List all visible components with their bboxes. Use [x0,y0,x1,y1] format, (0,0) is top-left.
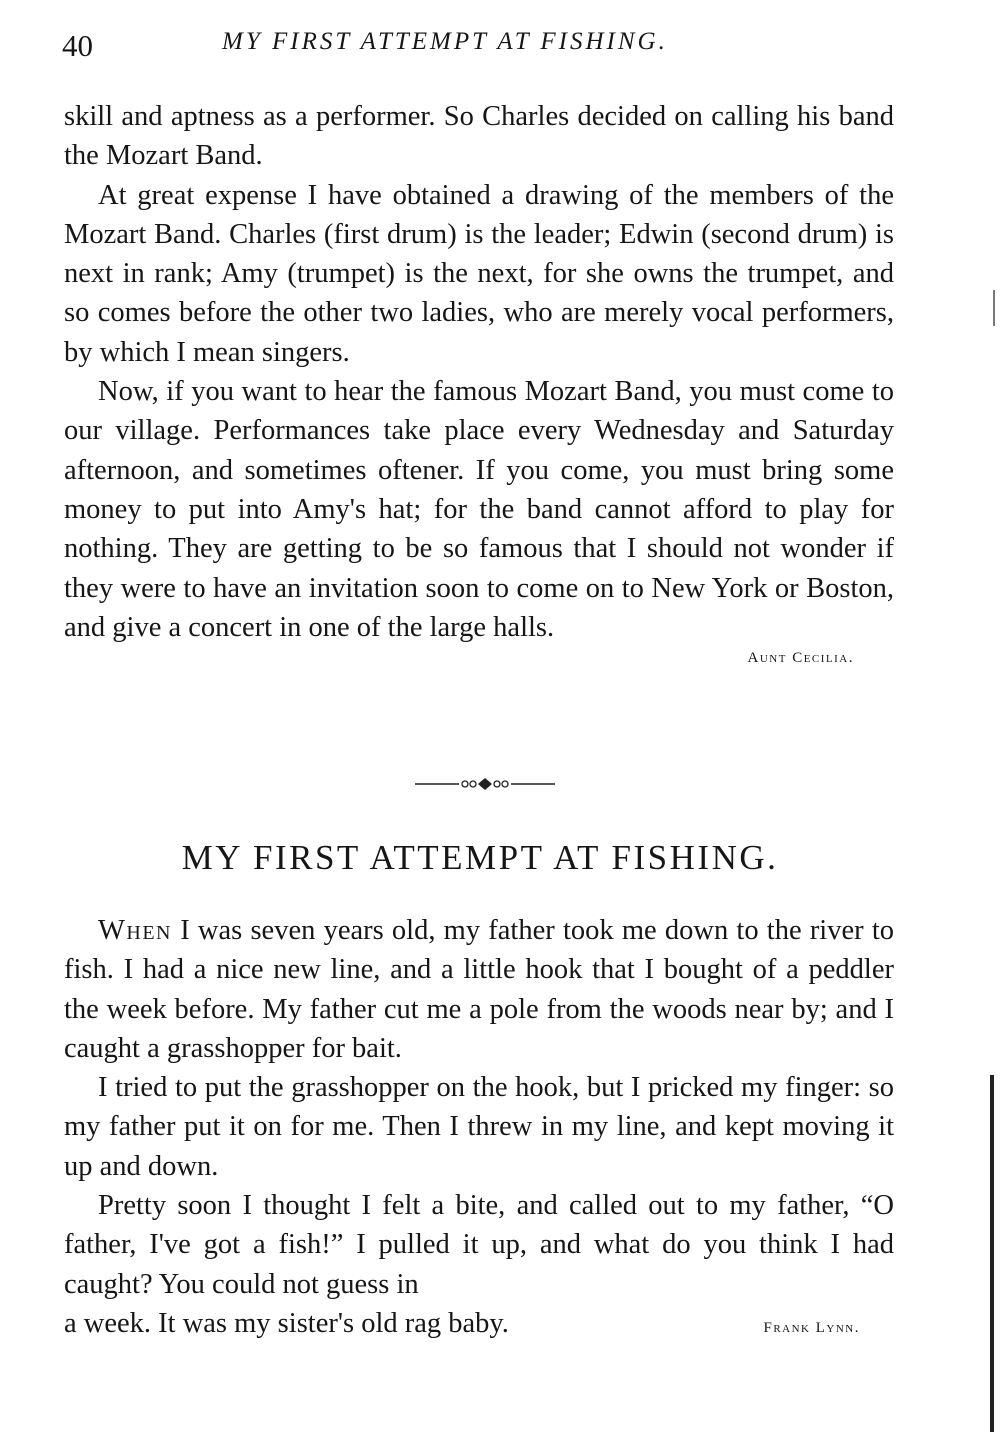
story-title: MY FIRST ATTEMPT AT FISHING. [181,838,779,877]
page-number: 40 [62,28,93,63]
running-head [62,22,900,62]
paragraph: Pretty soon I thought I felt a bite, and called out to my father, “O father, I've got a fish!” I pulled it up, and what do you think I had caught? You could not guess in [64,1190,894,1300]
paragraph-text: a week. It was my sister's old rag baby. [64,1307,509,1339]
running-title: MY FIRST ATTEMPT AT FISHING. [222,28,668,55]
paragraph-text: I was seven years old, my father took me down to the river to fish. I had a nice new line, and a little hook that I bought of a peddler the week before. My father cut me a pole from the woods near by; and I caught a grasshopper for bait. [64,915,894,1064]
story-mozart-band [64,97,894,669]
section-divider-ornament [415,772,555,796]
closing-line [64,1304,894,1348]
story-first-fishing [64,911,894,1348]
scan-margin-mark [993,290,995,326]
scan-margin-rule [990,1075,994,1432]
paragraph: At great expense I have obtained a drawing of the members of the Mozart Band. Charles (first drum) is the leader; Edwin (second drum) is next in rank; Amy (trumpet) is the next, for she owns the trumpet, and so comes before the other two ladies, who are merely vocal performers, by which I mean singers. [64,179,894,368]
opening-word: When [98,915,173,946]
paragraph [64,911,894,1068]
author-signature: Aunt Cecilia. [747,650,854,667]
author-signature: Frank Lynn. [763,1319,860,1336]
paragraph: I tried to put the grasshopper on the hook, but I pricked my finger: so my father put it on for me. Then I threw in my line, and kept moving it up and down. [64,1072,894,1182]
paragraph: Now, if you want to hear the famous Mozart Band, you must come to our village. Performances take place every Wednesday and Saturday afternoon, and sometimes oftener. If you come, you must bring some money to put into Amy's hat; for the band cannot afford to play for nothing. They are getting to be so famous that I should not wonder if they were to have an invitation soon to come on to New York or Boston, and give a concert in one of the large halls. [64,376,894,643]
paragraph: skill and aptness as a performer. So Charles decided on calling his band the Mozart Band. [64,101,894,172]
